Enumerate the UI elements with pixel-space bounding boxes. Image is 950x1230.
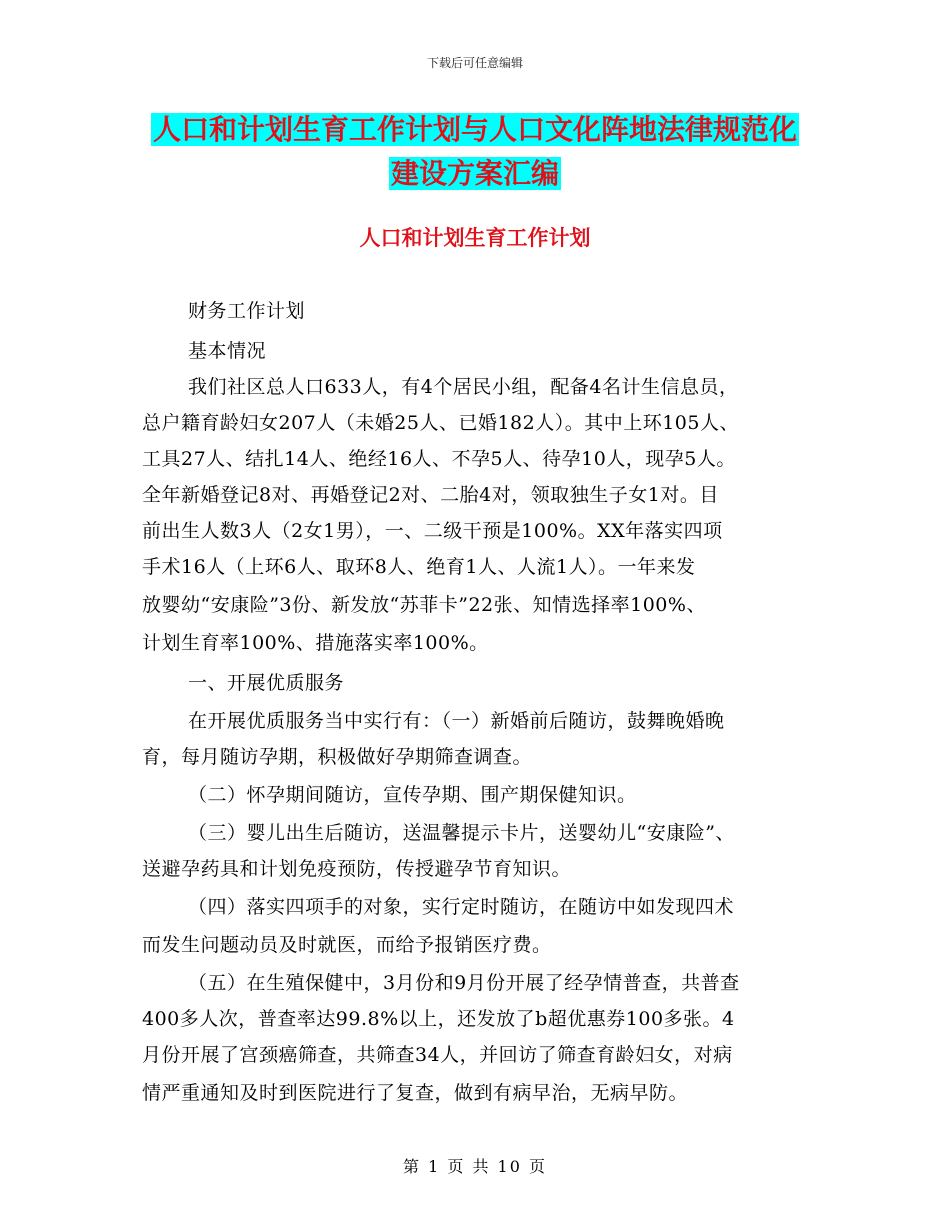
paragraph-line: 在开展优质服务当中实行有：（一）新婚前后随访，鼓舞晚婚晚 [188,710,725,732]
paragraph-line: 我们社区总人口633人，有4个居民小组，配备4名计生信息员， [188,376,739,398]
paragraph-line: 总户籍育龄妇女207人（未婚25人、已婚182人）。其中上环105人、 [142,412,739,434]
paragraph-line: 手术16人（上环6人、取环8人、绝育1人、人流1人）。一年来发 [142,556,696,578]
paragraph-line: 放婴幼“安康险”3份、新发放“苏菲卡”22张、知情选择率100%、 [142,594,706,616]
document-title-line-2 [140,152,810,196]
paragraph-line: 育，每月随访孕期，积极做好孕期筛查调查。 [142,746,533,768]
paragraph-line: 前出生人数3人（2女1男），一、二级干预是100%。XX年落实四项 [142,520,723,542]
paragraph-line: 一、开展优质服务 [188,672,345,694]
paragraph-line: 送避孕药具和计划免疫预防，传授避孕节育知识。 [142,858,572,880]
paragraph-line: （二）怀孕期间随访，宣传孕期、围产期保健知识。 [188,784,637,806]
header-note: 下载后可任意编辑 [426,56,523,70]
paragraph-line: （四）落实四项手的对象，实行定时随访，在随访中如发现四术 [188,896,735,918]
paragraph-line: 基本情况 [188,340,267,362]
paragraph-line: 月份开展了宫颈癌筛查，共筛查34人，并回访了筛查育龄妇女，对病 [142,1044,733,1066]
paragraph-line: （五）在生殖保健中，3月份和9月份开展了经孕情普查，共普查 [188,972,740,994]
title-highlight-2: 建设方案汇编 [390,157,559,190]
title-highlight-1: 人口和计划生育工作计划与人口文化阵地法律规范化 [152,113,797,146]
paragraph-line: 400多人次，普查率达99.8%以上，还发放了b超优惠券100多张。4 [142,1008,735,1030]
document-title-line-1 [140,108,810,152]
paragraph-line: 全年新婚登记8对、再婚登记2对、二胎4对，领取独生子女1对。目 [142,484,719,506]
paragraph-line: 情严重通知及时到医院进行了复查，做到有病早治，无病早防。 [142,1082,689,1104]
paragraph-line: 工具27人、结扎14人、绝经16人、不孕5人、待孕10人，现孕5人。 [142,448,736,470]
section-title: 人口和计划生育工作计划 [359,225,591,250]
paragraph-line: 而发生问题动员及时就医，而给予报销医疗费。 [142,934,552,956]
paragraph-line: 计划生育率100%、措施落实率100%。 [142,632,489,654]
paragraph-line: （三）婴儿出生后随访，送温馨提示卡片，送婴幼儿“安康险”、 [188,822,735,844]
paragraph-line: 财务工作计划 [188,300,306,322]
page-footer: 第 1 页 共 10 页 [403,1157,547,1176]
